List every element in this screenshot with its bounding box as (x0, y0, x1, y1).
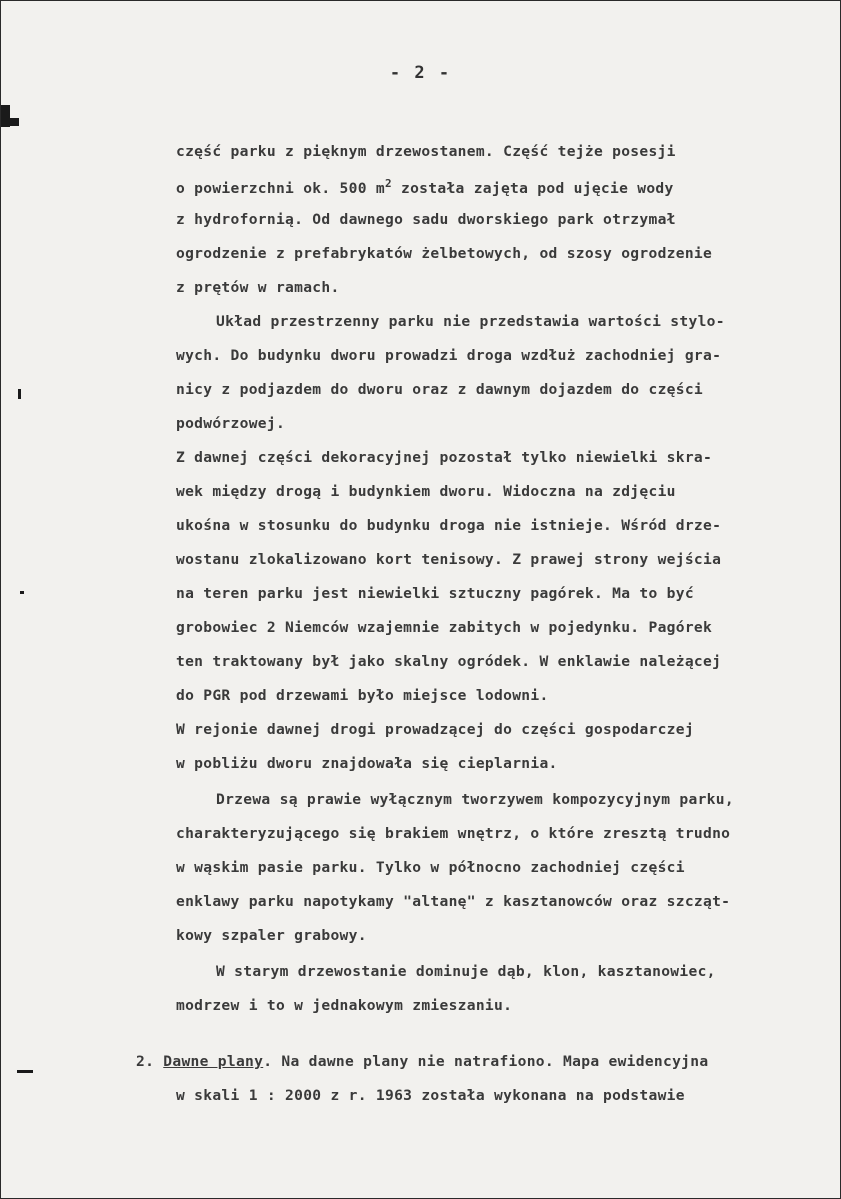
text-span: została zajęta pod ujęcie wody (391, 179, 674, 197)
text-line: podwórzowej. (176, 415, 286, 432)
text-line: charakteryzującego się brakiem wnętrz, o które zresztą trudno (176, 825, 731, 842)
page-number: - 2 - (389, 63, 452, 83)
text-line: kowy szpaler grabowy. (176, 927, 367, 944)
text-line: enklawy parku napotykamy "altanę" z kasztanowców oraz szcząt- (176, 893, 731, 910)
text-span: . Na dawne plany nie natrafiono. Mapa ewidencyjna (263, 1053, 709, 1070)
text-line: w wąskim pasie parku. Tylko w północno zachodniej części (176, 859, 685, 876)
text-line: wych. Do budynku dworu prowadzi droga wzdłuż zachodniej gra- (176, 347, 722, 364)
text-line: wostanu zlokalizowano kort tenisowy. Z prawej strony wejścia (176, 551, 722, 568)
section-number: 2. (136, 1053, 164, 1070)
text-span: o powierzchni ok. 500 m (176, 179, 385, 197)
page-edge-mark (20, 591, 24, 594)
text-line: na teren parku jest niewielki sztuczny pagórek. Ma to być (176, 585, 694, 602)
text-line: część parku z pięknym drzewostanem. Część tejże posesji (176, 143, 676, 160)
page-edge-mark (17, 1070, 33, 1073)
text-line: W starym drzewostanie dominuje dąb, klon, kasztanowiec, (216, 963, 716, 980)
text-line: Z dawnej części dekoracyjnej pozostał tylko niewielki skra- (176, 449, 713, 466)
text-line: nicy z podjazdem do dworu oraz z dawnym dojazdem do części (176, 381, 703, 398)
text-line: z hydrofornią. Od dawnego sadu dworskiego park otrzymał (176, 211, 676, 228)
text-line: ten traktowany był jako skalny ogródek. W enklawie należącej (176, 653, 722, 670)
superscript: 2 (384, 177, 392, 190)
text-line: W rejonie dawnej drogi prowadzącej do części gospodarczej (176, 721, 694, 738)
text-line: wek między drogą i budynkiem dworu. Widoczna na zdjęciu (176, 483, 676, 500)
text-line: w pobliżu dworu znajdowała się cieplarnia. (176, 755, 558, 772)
text-line: grobowiec 2 Niemców wzajemnie zabitych w pojedynku. Pagórek (176, 619, 713, 636)
page-edge-mark (18, 389, 21, 399)
text-line: w skali 1 : 2000 z r. 1963 została wykonana na podstawie (176, 1087, 685, 1104)
text-line: Drzewa są prawie wyłącznym tworzywem kompozycyjnym parku, (216, 791, 734, 808)
text-line: ukośna w stosunku do budynku droga nie istnieje. Wśród drze- (176, 517, 722, 534)
text-line: Układ przestrzenny parku nie przedstawia wartości stylo- (216, 313, 725, 330)
section-title: Dawne plany (163, 1053, 264, 1070)
text-line: ogrodzenie z prefabrykatów żelbetowych, od szosy ogrodzenie (176, 245, 713, 262)
section-heading-line (136, 1053, 708, 1070)
text-line (176, 177, 674, 197)
text-line: modrzew i to w jednakowym zmieszaniu. (176, 997, 513, 1014)
text-line: z prętów w ramach. (176, 279, 340, 296)
text-line: do PGR pod drzewami było miejsce lodowni. (176, 687, 549, 704)
punch-hole-mark (9, 118, 19, 126)
